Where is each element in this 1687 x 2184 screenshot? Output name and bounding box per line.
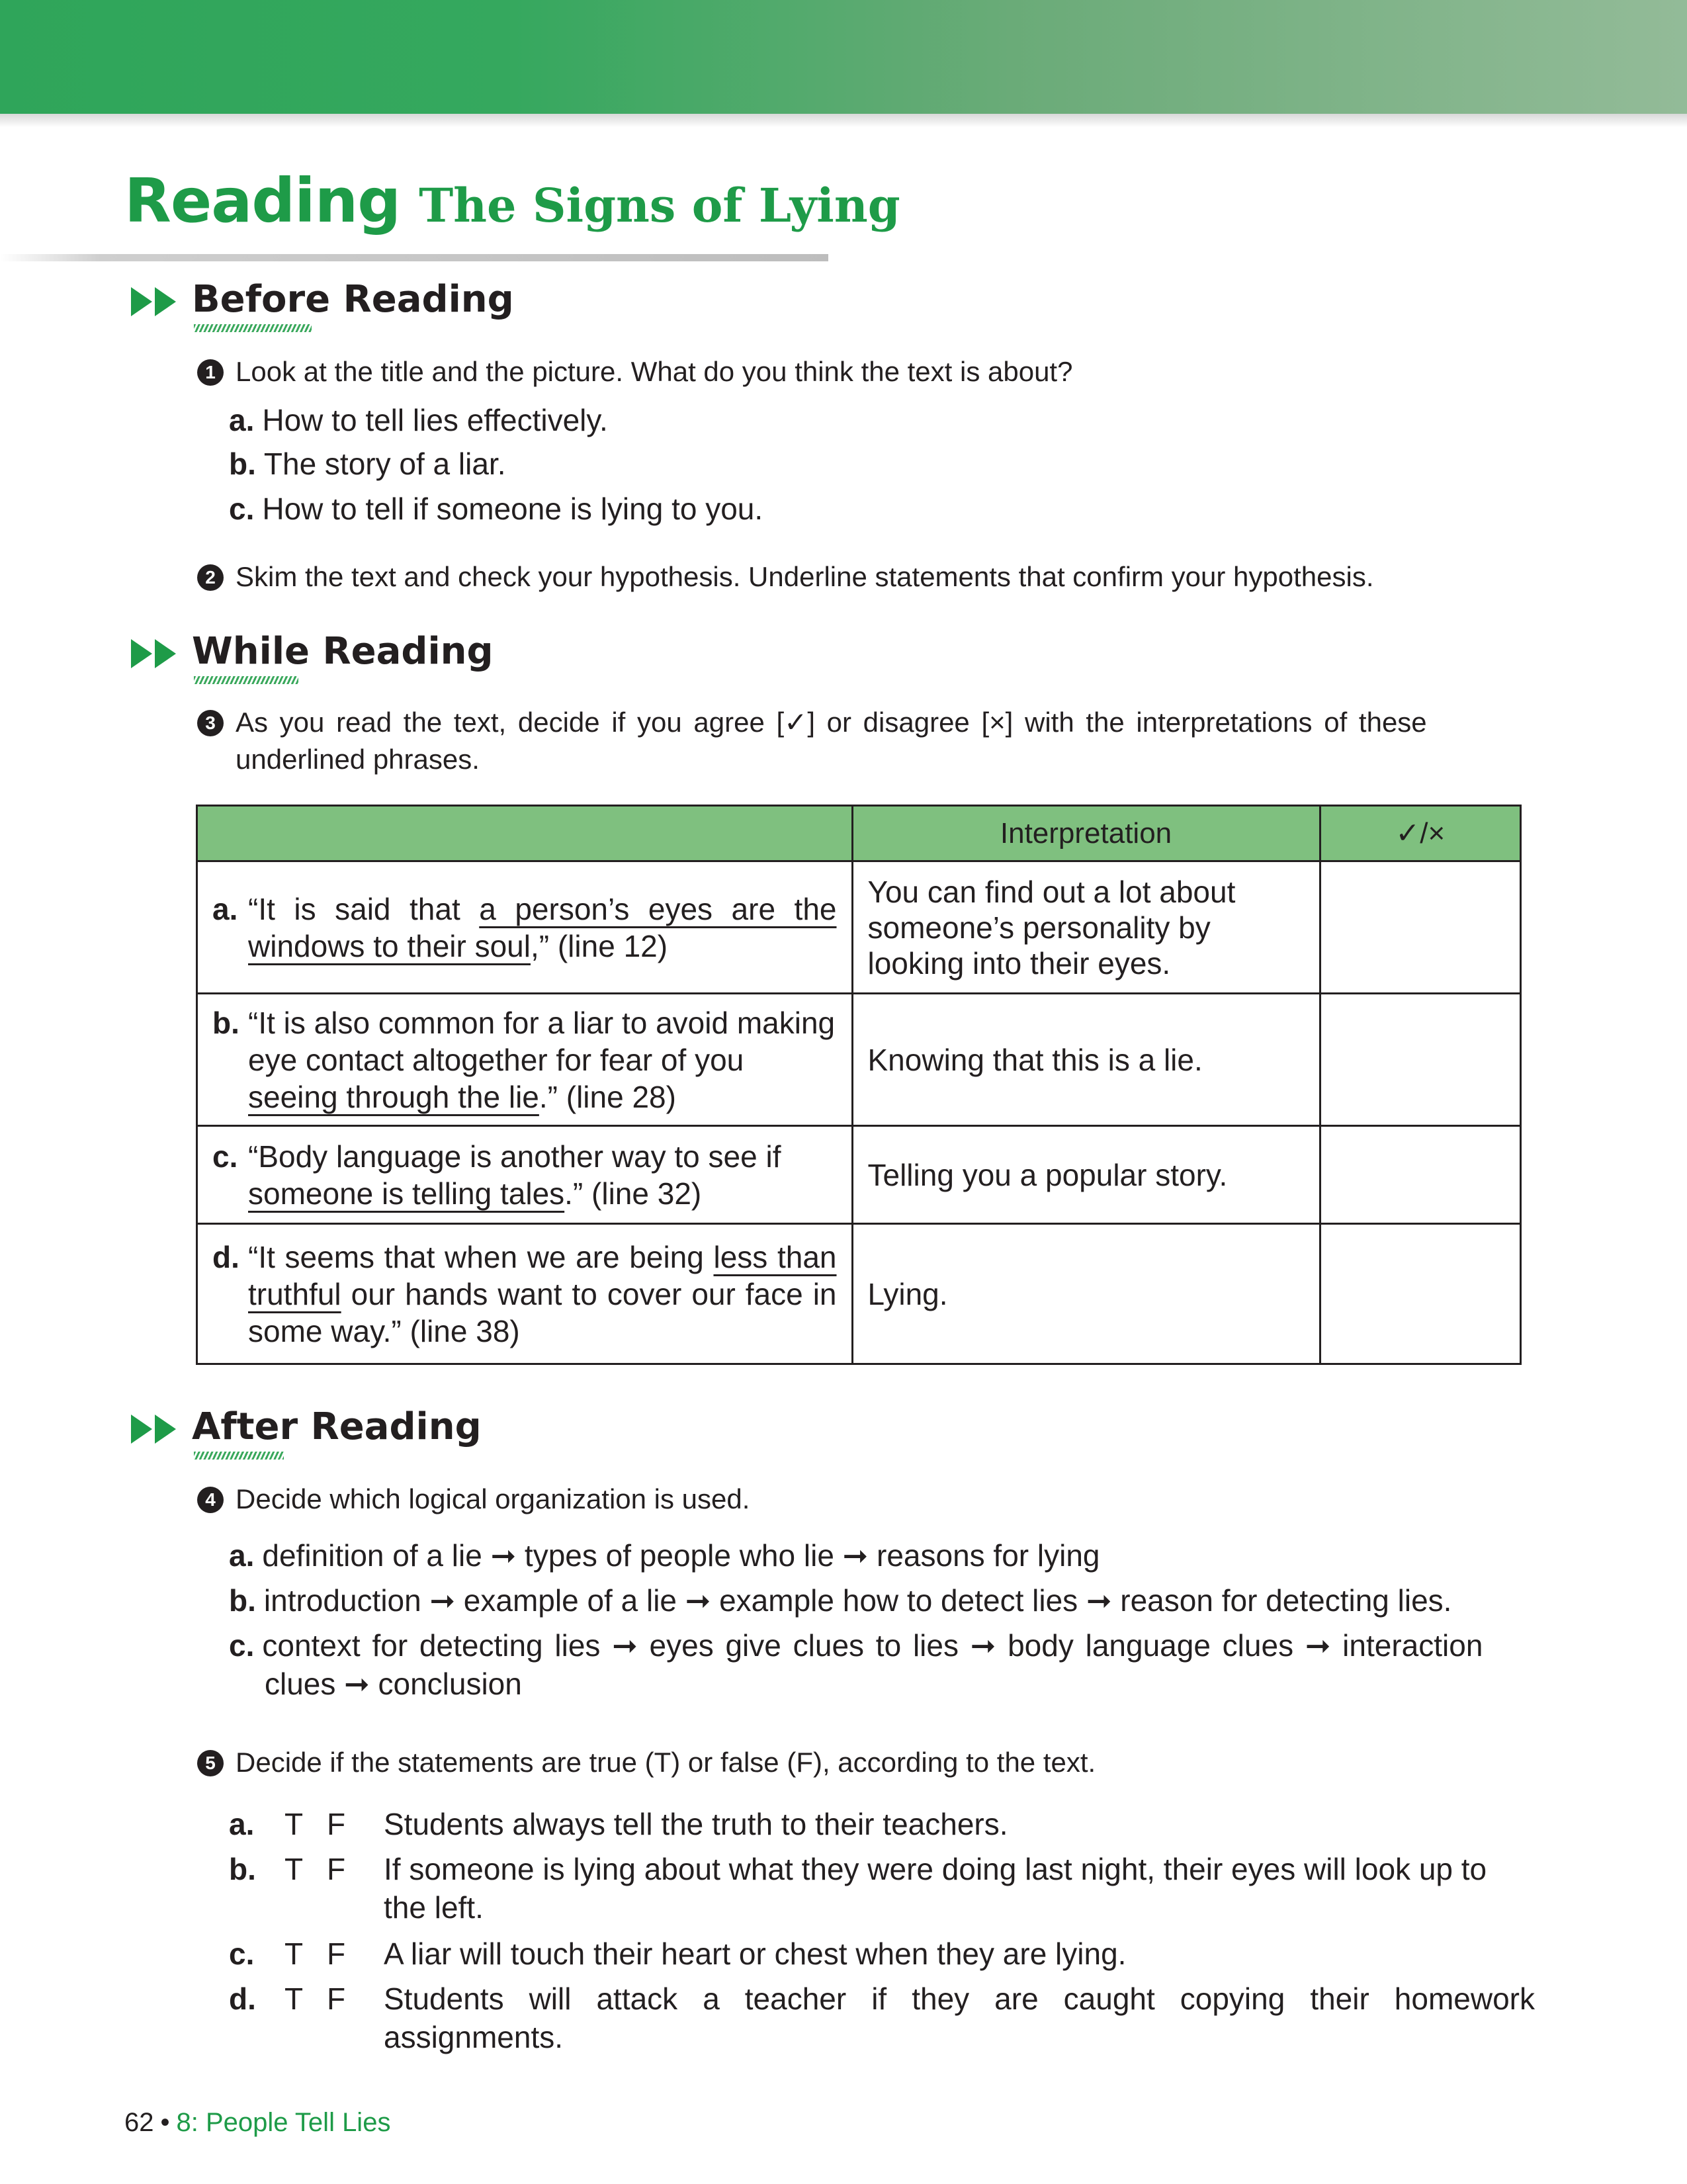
- double-arrow-icon: [131, 1415, 179, 1444]
- true-option[interactable]: T: [284, 1807, 304, 1841]
- option-a: a. How to tell lies effectively.: [229, 403, 608, 437]
- section-underline: [194, 1452, 284, 1460]
- question-text: Decide if the statements are true (T) or false (F), according to the text.: [236, 1747, 1096, 1778]
- question-number: 5: [197, 1750, 224, 1776]
- title-sub: The Signs of Lying: [419, 178, 900, 233]
- check-cell[interactable]: [1320, 994, 1520, 1126]
- page-footer: [124, 2108, 390, 2138]
- table-row: [197, 1224, 1521, 1364]
- interpretation-cell: Lying.: [852, 1224, 1320, 1364]
- false-option[interactable]: F: [327, 1807, 346, 1841]
- interpretation-cell: Knowing that this is a lie.: [852, 994, 1320, 1126]
- check-cell[interactable]: [1320, 861, 1520, 994]
- phrase-cell: a. “It is said that a person’s eyes are the windows to their soul,” (line 12): [197, 861, 853, 994]
- question-text: Skim the text and check your hypothesis. Underline statements that confirm your hypothesis.: [236, 561, 1374, 592]
- header-band: [0, 0, 1687, 114]
- question-number: 3: [197, 710, 224, 736]
- option-b: b. introduction ➞ example of a lie ➞ example how to detect lies ➞ reason for detecting lies.: [229, 1583, 1452, 1618]
- true-option[interactable]: T: [284, 1982, 304, 2016]
- question-text: Decide which logical organization is used.: [236, 1483, 750, 1514]
- option-b: b. The story of a liar.: [229, 447, 506, 481]
- phrase-cell: d. “It seems that when we are being less than truthful our hands want to cover our face in some way.” (line 38): [197, 1224, 853, 1364]
- phrase-cell: c. “Body language is another way to see if someone is telling tales.” (line 32): [197, 1126, 853, 1224]
- false-option[interactable]: F: [327, 1937, 346, 1971]
- interpretation-cell: Telling you a popular story.: [852, 1126, 1320, 1224]
- interpretation-table: [196, 805, 1522, 1365]
- false-option[interactable]: F: [327, 1982, 346, 2016]
- table-row: [197, 994, 1521, 1126]
- header-band-shadow: [0, 114, 1687, 127]
- question-number: 2: [197, 564, 224, 591]
- check-cell[interactable]: [1320, 1126, 1520, 1224]
- check-cell[interactable]: [1320, 1224, 1520, 1364]
- section-title: While Reading: [192, 630, 494, 673]
- phrase-cell: b. “It is also common for a liar to avoid making eye contact altogether for fear of you seeing through the lie.” (line 28): [197, 994, 853, 1126]
- title-divider: [0, 254, 828, 261]
- true-option[interactable]: T: [284, 1937, 304, 1971]
- footer-bullet: •: [160, 2108, 170, 2137]
- table-row: [197, 861, 1521, 994]
- section-underline: [194, 324, 312, 332]
- section-underline: [194, 676, 298, 684]
- statement: Students will attack a teacher if they are caught copying their homework assignments.: [384, 1982, 1535, 2054]
- page-number: 62: [124, 2108, 154, 2137]
- section-title: Before Reading: [192, 278, 514, 321]
- double-arrow-icon: [131, 287, 179, 316]
- option-c-continued: clues ➞ conclusion: [265, 1667, 522, 1701]
- table-header-row: [197, 806, 1521, 861]
- statement: If someone is lying about what they were doing last night, their eyes will look up to the left.: [384, 1852, 1487, 1925]
- question-number: 4: [197, 1487, 224, 1513]
- statement: Students always tell the truth to their teachers.: [384, 1807, 1008, 1841]
- question-number: 1: [197, 359, 224, 386]
- question-text-line1: As you read the text, decide if you agree [✓] or disagree [×] with the interpretations of these: [236, 707, 1427, 738]
- unit-title: 8: People Tell Lies: [176, 2108, 391, 2137]
- title-main: Reading: [124, 165, 401, 236]
- statement: A liar will touch their heart or chest when they are lying.: [384, 1937, 1127, 1971]
- table-header-interpretation: Interpretation: [852, 806, 1320, 861]
- section-title: After Reading: [192, 1405, 482, 1448]
- false-option[interactable]: F: [327, 1852, 346, 1886]
- double-arrow-icon: [131, 639, 179, 668]
- question-text-line2: underlined phrases.: [236, 744, 480, 775]
- true-option[interactable]: T: [284, 1852, 304, 1886]
- table-header-phrase: [197, 806, 853, 861]
- option-c: c. How to tell if someone is lying to you.: [229, 492, 763, 526]
- question-text: Look at the title and the picture. What do you think the text is about?: [236, 356, 1073, 387]
- option-c: c. context for detecting lies ➞ eyes give clues to lies ➞ body language clues ➞ interaction: [229, 1628, 1483, 1663]
- option-a: a. definition of a lie ➞ types of people who lie ➞ reasons for lying: [229, 1538, 1100, 1573]
- page-title: [124, 165, 900, 236]
- table-header-check: ✓/×: [1320, 806, 1520, 861]
- table-row: [197, 1126, 1521, 1224]
- interpretation-cell: You can find out a lot about someone’s personality by looking into their eyes.: [852, 861, 1320, 994]
